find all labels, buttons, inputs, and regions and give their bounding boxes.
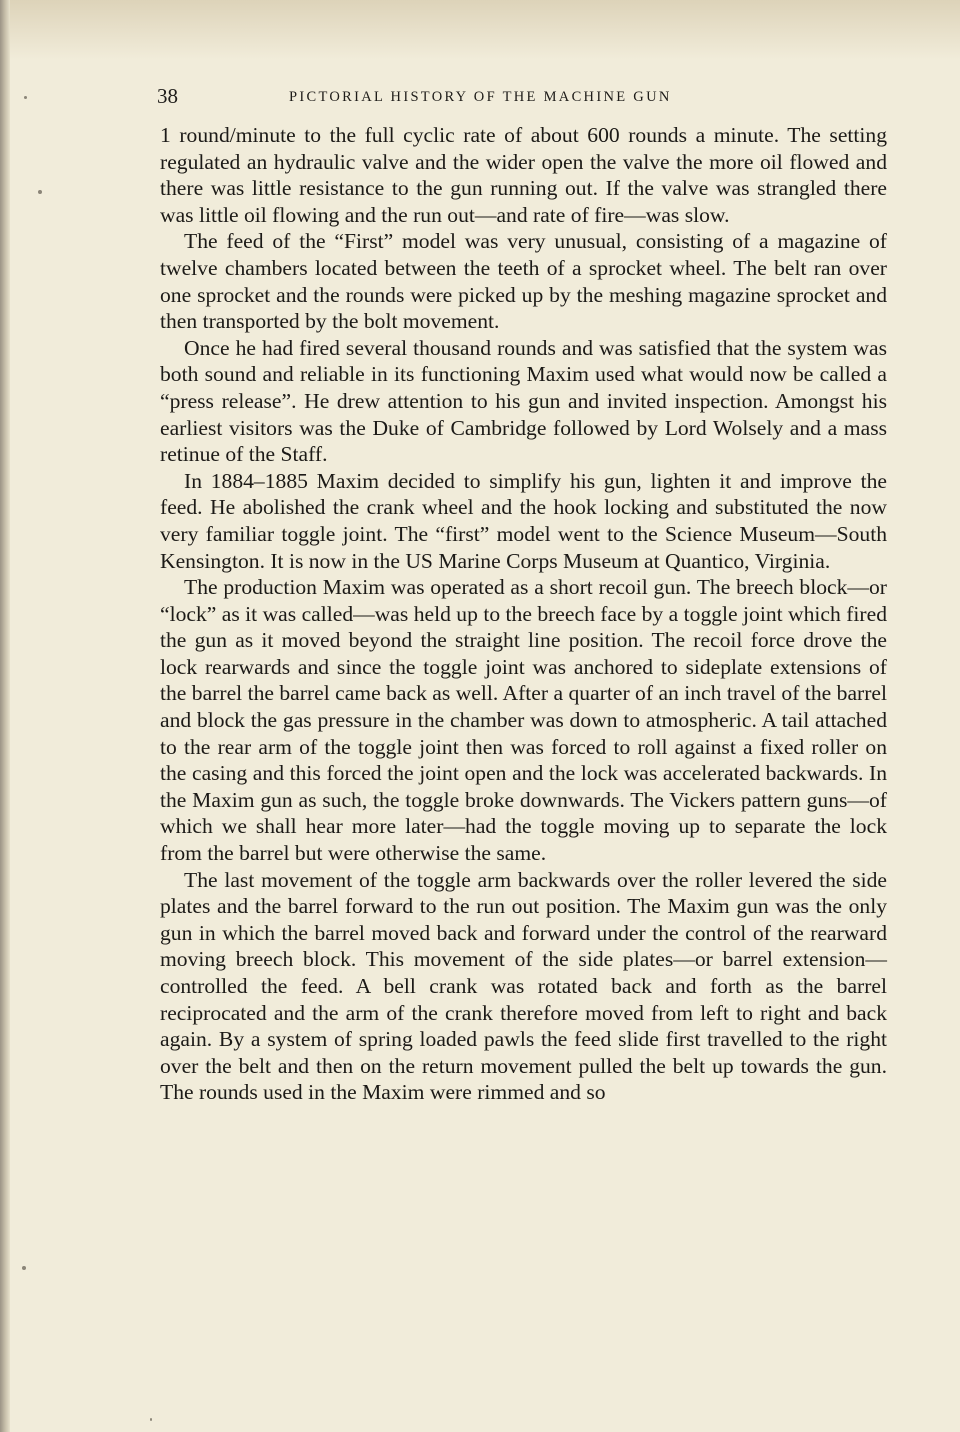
paragraph: 1 round/minute to the full cyclic rate of about 600 rounds a minute. The setting regulated an hydraulic valve and the wider open the valve the more oil flowed and there was little resistance to the gun running out. If the valve was strangled there was little oil flowing and the run out—and rate of fire—was slow. [160,123,887,227]
paper-speck [150,1418,152,1421]
paragraph: Once he had fired several thousand rounds and was satisfied that the system was both sound and reliable in its functioning Maxim used what would now be called a “press release”. He drew attention to his gun and invited inspection. Amongst his earliest visitors was the Duke of Cambridge followed by Lord Wolsely and a mass retinue of the Staff. [160,335,887,467]
paragraph: The production Maxim was operated as a short recoil gun. The breech block—or “lock” as it was called—was held up to the breech face by a toggle joint which fired the gun as it moved beyond the straight line position. The recoil force drove the lock rearwards and since the toggle joint was anchored to sideplate extensions of the barrel the barrel came back as well. After a quarter of an inch travel of the barrel and block the gas pressure in the chamber was down to atmospheric. A tail attached to the rear arm of the toggle joint then was forced to roll against a fixed roller on the casing and this forced the joint open and the lock was accelerated backwards. In the Maxim gun as such, the toggle broke downwards. The Vickers pattern guns—of which we shall hear more later—had the toggle moving up to separate the lock from the barrel but were otherwise the same. [160,575,887,866]
paragraph: The last movement of the toggle arm backwards over the roller levered the side plates and the barrel forward to the run out position. The Maxim gun was the only gun in which the barrel moved back and forward under the control of the rearward moving breech block. This movement of the side plates—or barrel extension—controlled the feed. A bell crank was rotated back and forth as the barrel reciprocated and the arm of the crank therefore moved from left to right and back again. By a system of spring loaded pawls the feed slide first travelled to the right over the belt and then on the return movement pulled the belt up towards the gun. The rounds used in the Maxim were rimmed and so [160,867,887,1105]
page-number: 38 [157,84,178,108]
page-header [157,84,887,110]
running-head: PICTORIAL HISTORY OF THE MACHINE GUN [289,89,672,105]
page-top-discoloration [10,0,960,60]
paper-speck [38,190,42,194]
paper-speck [24,96,27,99]
body-text [160,122,887,1106]
page-binding-edge [0,0,10,1432]
paragraph: In 1884–1885 Maxim decided to simplify his gun, lighten it and improve the feed. He abolished the crank wheel and the hook locking and substituted the now very familiar toggle joint. The “first” model went to the Science Museum—South Kensington. It is now in the US Marine Corps Museum at Quantico, Virginia. [160,468,887,573]
paragraph: The feed of the “First” model was very unusual, consisting of a magazine of twelve chambers located between the teeth of a sprocket wheel. The belt ran over one sprocket and the rounds were picked up by the meshing magazine sprocket and then transported by the bolt movement. [160,229,887,334]
paper-speck [22,1266,26,1270]
